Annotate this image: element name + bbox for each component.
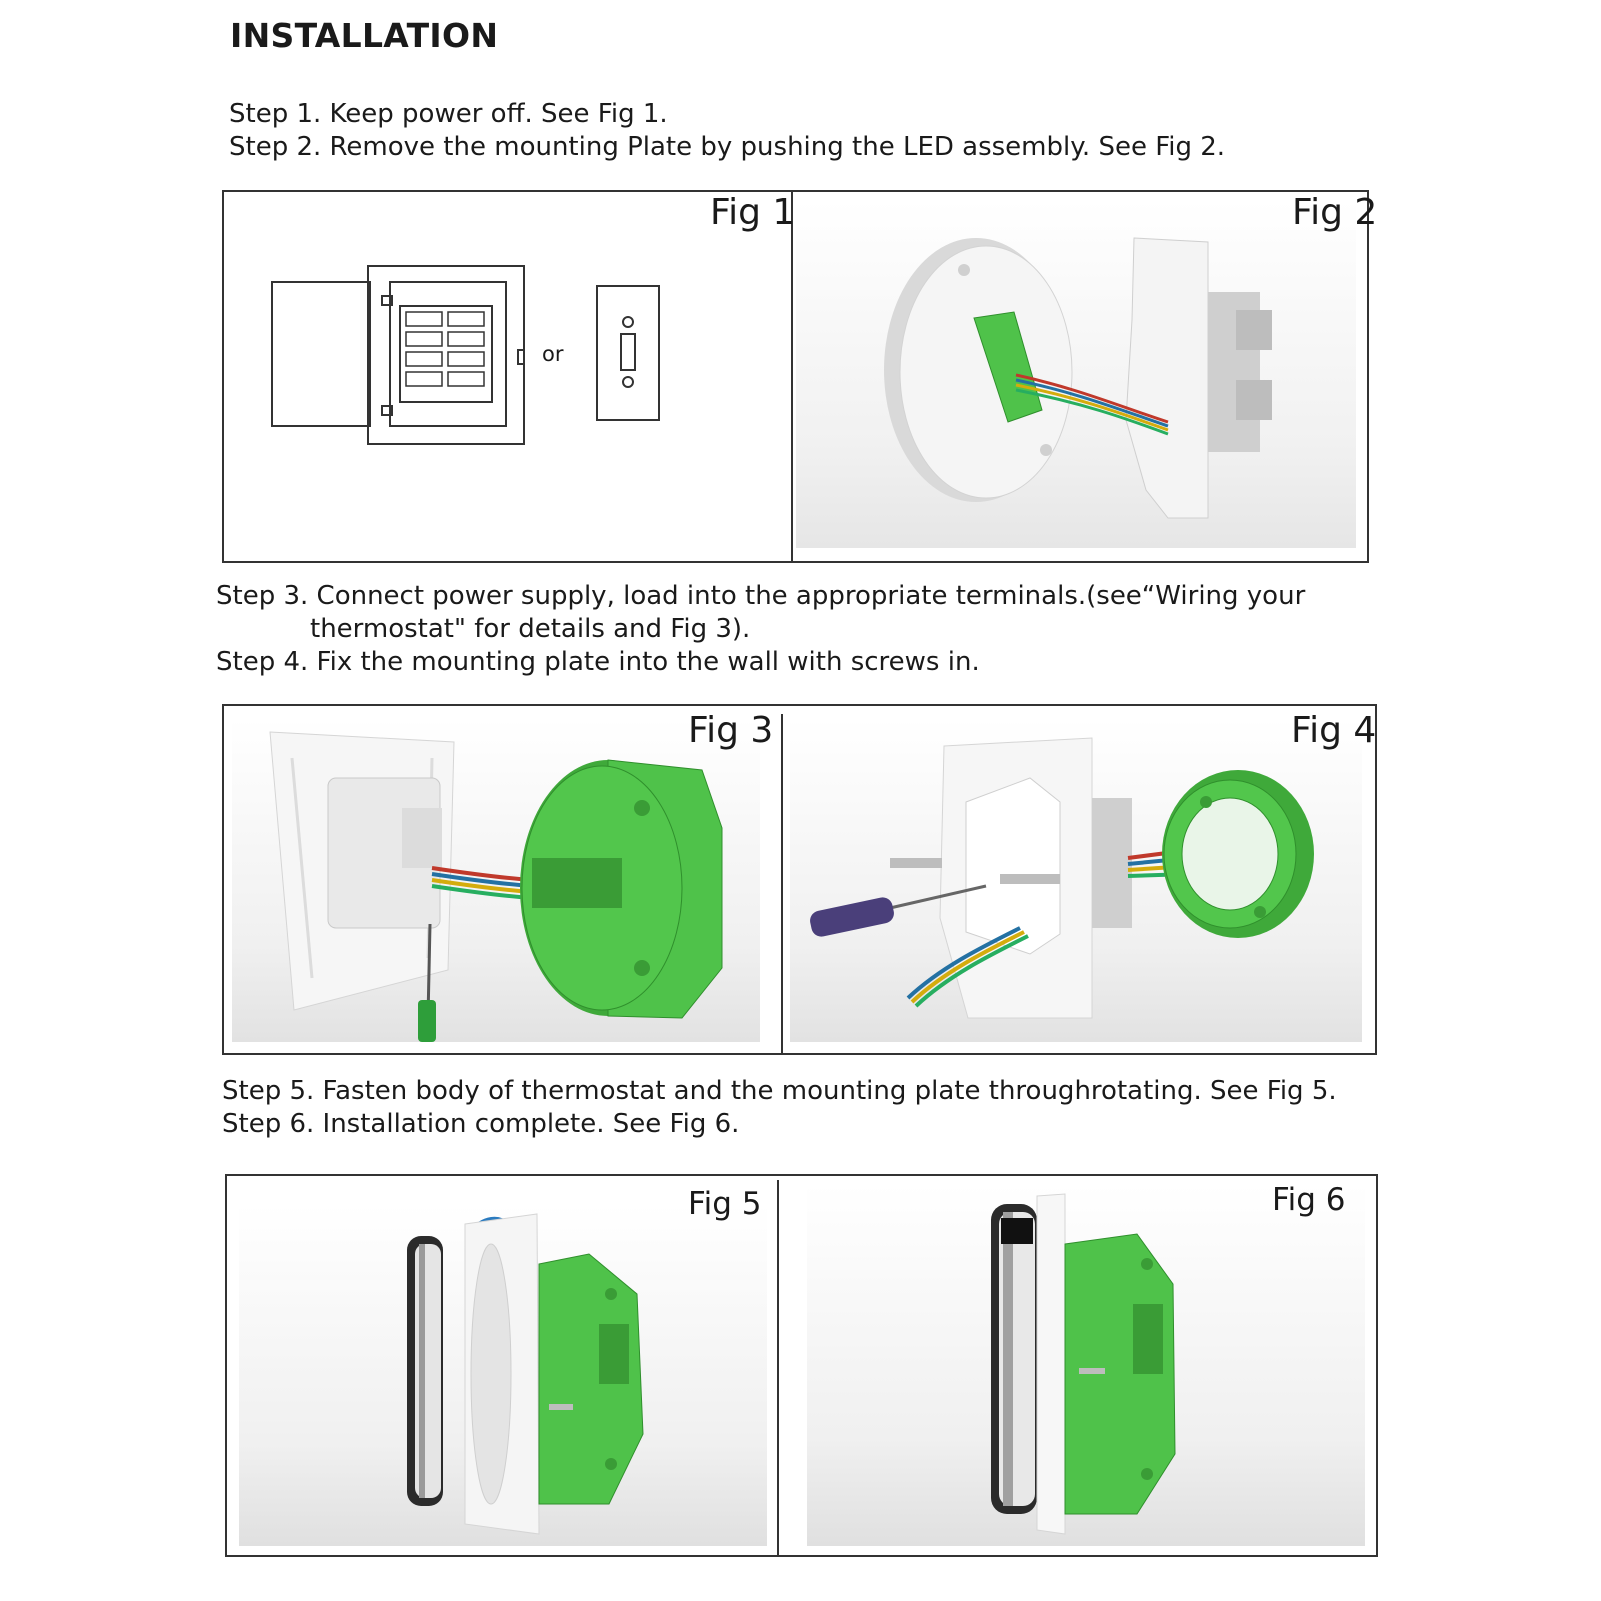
fig4-image xyxy=(790,718,1362,1042)
step-6: Step 6. Installation complete. See Fig 6. xyxy=(222,1109,740,1139)
fig2-label: Fig 2 xyxy=(1292,192,1378,233)
step-3-line-1: Step 3. Connect power supply, load into the appropriate terminals.(see“Wiring your xyxy=(216,581,1306,611)
fig1-or-label: or xyxy=(542,342,564,366)
fig2-image xyxy=(796,200,1356,548)
step-5: Step 5. Fasten body of thermostat and the mounting plate throughrotating. See Fig 5. xyxy=(222,1076,1337,1106)
figure-panel-1 xyxy=(222,190,1378,563)
step-2: Step 2. Remove the mounting Plate by pushing the LED assembly. See Fig 2. xyxy=(229,132,1226,162)
step-3-line-2: thermostat" for details and Fig 3). xyxy=(310,614,751,644)
page-title: INSTALLATION xyxy=(230,16,499,55)
step-3 xyxy=(216,580,1305,646)
fig3-label: Fig 3 xyxy=(688,710,774,751)
figure-panel-3 xyxy=(225,1174,1378,1557)
fig6-image xyxy=(807,1184,1365,1546)
fig5-label: Fig 5 xyxy=(688,1186,762,1222)
step-4: Step 4. Fix the mounting plate into the wall with screws in. xyxy=(216,647,980,677)
fig4-label: Fig 4 xyxy=(1291,710,1377,751)
fig5-image xyxy=(239,1204,767,1546)
step-1: Step 1. Keep power off. See Fig 1. xyxy=(229,99,668,129)
figure-panel-2 xyxy=(222,704,1377,1055)
fig3-image xyxy=(232,718,760,1042)
fig1-drawing xyxy=(264,252,784,492)
fig6-label: Fig 6 xyxy=(1272,1182,1346,1218)
fig1-label: Fig 1 xyxy=(710,192,796,233)
